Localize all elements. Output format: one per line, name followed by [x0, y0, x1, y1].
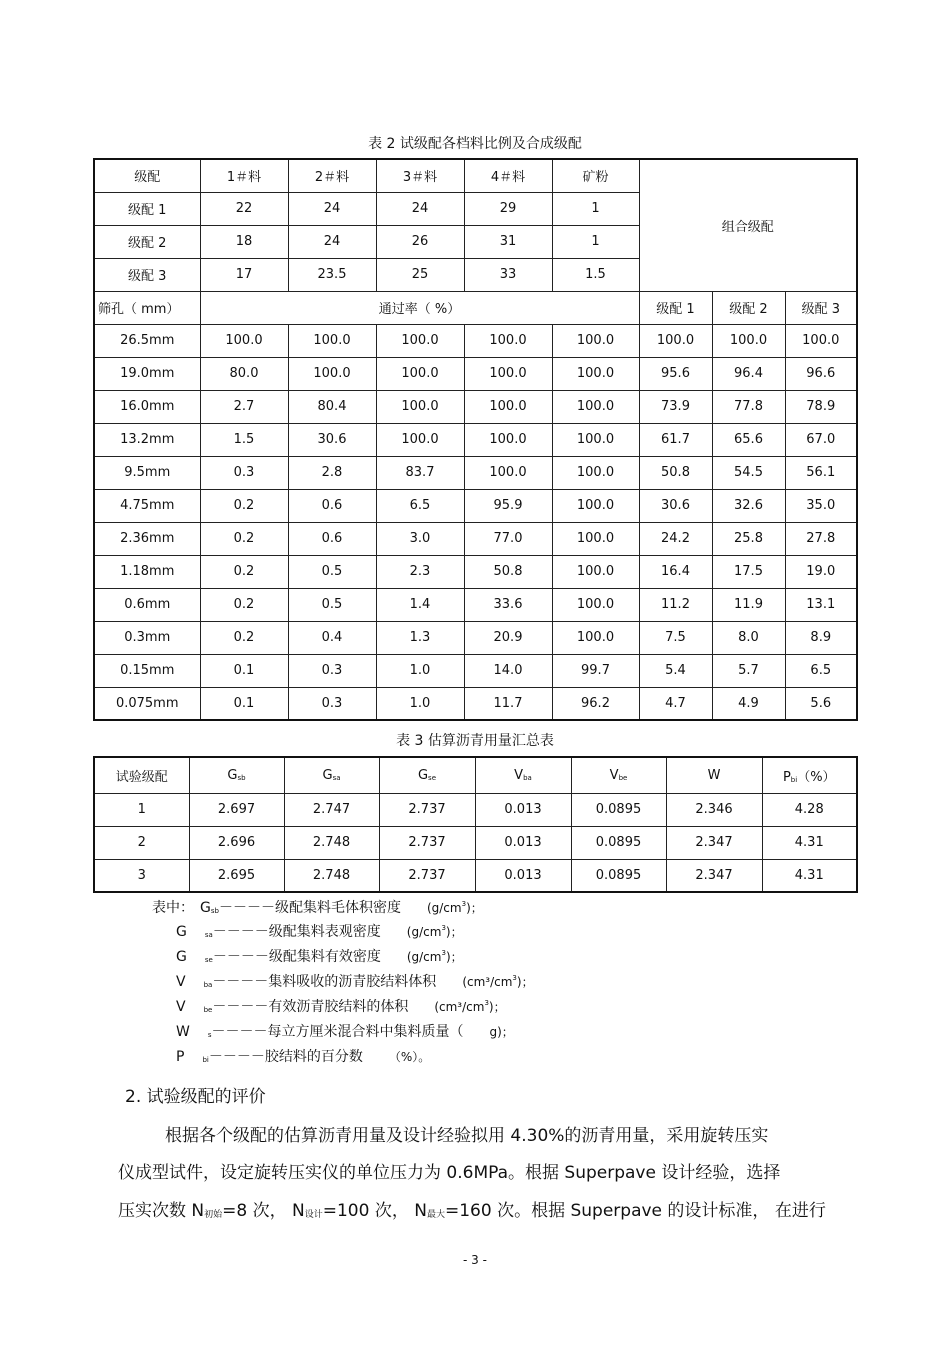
legend-unit: (cm³/cm — [462, 975, 513, 989]
column-header — [284, 757, 379, 793]
table-cell: 2.696 — [189, 826, 284, 859]
table-cell: 11.2 — [639, 588, 712, 621]
table-cell: 2.8 — [288, 456, 376, 489]
header-symbol: 试验级配 — [115, 769, 168, 785]
legend-subscript: be — [203, 1006, 213, 1014]
table-cell: 100.0 — [552, 621, 639, 654]
header-subscript: ba — [523, 773, 532, 782]
table-cell: 13.2mm — [94, 423, 200, 456]
table-cell: 24 — [288, 192, 376, 225]
legend-subscript: bi — [202, 1056, 209, 1064]
para3-part-d: =160 次。根据 Superpave 的设计标准， 在进行 — [444, 1201, 826, 1221]
table-cell: 100.0 — [464, 357, 552, 390]
table-cell: 2.347 — [666, 826, 762, 859]
legend-unit: (g/cm — [426, 901, 462, 915]
table-cell: 100.0 — [464, 456, 552, 489]
legend-end: )； — [466, 901, 483, 915]
legend-superscript: 3 — [484, 999, 489, 1007]
table-cell: 99.7 — [552, 654, 639, 687]
table-cell: 2.747 — [284, 793, 379, 826]
legend-superscript: 3 — [441, 924, 446, 932]
legend-subscript: se — [204, 956, 213, 964]
table-cell: 33 — [464, 258, 552, 291]
legend-unit: （%）。 — [388, 1050, 431, 1064]
header-symbol: V — [514, 767, 524, 783]
table-cell: 0.3 — [288, 687, 376, 720]
table-cell: 100.0 — [552, 456, 639, 489]
table-cell: 8.9 — [785, 621, 857, 654]
table-cell: 2.36mm — [94, 522, 200, 555]
legend-text: －－－－集料吸收的沥青胶结料体积 — [212, 974, 437, 990]
legend-symbol: V — [176, 999, 186, 1015]
legend-end: )； — [445, 925, 463, 939]
column-header: 级配 — [94, 159, 200, 192]
header-symbol: V — [609, 767, 619, 783]
legend-text: －－－－有效沥青胶结料的体积 — [212, 999, 409, 1015]
column-header — [762, 757, 857, 793]
table-cell: 96.2 — [552, 687, 639, 720]
legend-subscript: s — [207, 1031, 212, 1039]
table-cell: 14.0 — [464, 654, 552, 687]
table-cell: 100.0 — [639, 324, 712, 357]
table-cell: 1.4 — [376, 588, 464, 621]
column-header: 1＃料 — [200, 159, 288, 192]
table-row — [94, 654, 857, 687]
table-cell: 25.8 — [712, 522, 785, 555]
table-cell: 0.2 — [200, 621, 288, 654]
table-cell: 25 — [376, 258, 464, 291]
table-cell: 0.2 — [200, 522, 288, 555]
table-cell: 80.0 — [200, 357, 288, 390]
paragraph-line-2: 仪成型试件，设定旋转压实仪的单位压力为 0.6MPa。根据 Superpave 设计经验，选择 — [118, 1163, 781, 1183]
table-cell: 1 — [94, 793, 189, 826]
para3-sub-initial: 初始 — [204, 1210, 223, 1220]
table-cell: 0.5 — [288, 588, 376, 621]
table-cell: 100.0 — [552, 555, 639, 588]
table-cell: 1.5 — [200, 423, 288, 456]
sieve-label: 筛孔（ mm） — [94, 291, 200, 324]
table-cell: 100.0 — [200, 324, 288, 357]
header-symbol: G — [417, 767, 429, 783]
column-header: 3＃料 — [376, 159, 464, 192]
table-cell: 17 — [200, 258, 288, 291]
header-symbol: G — [322, 767, 333, 783]
table-cell: 24 — [288, 225, 376, 258]
table-cell: 100.0 — [552, 423, 639, 456]
column-header: 2＃料 — [288, 159, 376, 192]
table-cell: 100.0 — [464, 390, 552, 423]
table-cell: 96.4 — [712, 357, 785, 390]
table-cell: 4.28 — [762, 793, 857, 826]
table-cell: 32.6 — [712, 489, 785, 522]
header-subscript: bi — [790, 775, 798, 784]
table-cell: 100.0 — [552, 588, 639, 621]
legend-symbol: G — [200, 900, 211, 916]
table-cell: 29 — [464, 192, 552, 225]
table-cell: 96.6 — [785, 357, 857, 390]
table-cell: 100.0 — [376, 390, 464, 423]
legend-item — [176, 946, 463, 966]
column-header — [189, 757, 284, 793]
column-header: 4＃料 — [464, 159, 552, 192]
table-cell: 2.3 — [376, 555, 464, 588]
table-cell: 8.0 — [712, 621, 785, 654]
para3-sub-max: 最大 — [426, 1210, 445, 1220]
table-cell: 77.8 — [712, 390, 785, 423]
table-cell: 61.7 — [639, 423, 712, 456]
table-cell: 22 — [200, 192, 288, 225]
table-cell: 27.8 — [785, 522, 857, 555]
section-heading: 2. 试验级配的评价 — [125, 1087, 266, 1107]
combo-header: 级配 1 — [639, 291, 712, 324]
table-cell: 80.4 — [288, 390, 376, 423]
table-cell: 17.5 — [712, 555, 785, 588]
table-cell: 100.0 — [464, 423, 552, 456]
table-cell: 2.737 — [379, 859, 475, 892]
table-cell: 50.8 — [639, 456, 712, 489]
table-cell: 50.8 — [464, 555, 552, 588]
table-cell: 95.6 — [639, 357, 712, 390]
table-cell: 100.0 — [464, 324, 552, 357]
table-cell: 5.4 — [639, 654, 712, 687]
table-cell: 65.6 — [712, 423, 785, 456]
table-cell: 23.5 — [288, 258, 376, 291]
gradation-table — [93, 158, 858, 721]
table-cell: 100.0 — [288, 357, 376, 390]
table-cell: 100.0 — [785, 324, 857, 357]
table-cell: 3.0 — [376, 522, 464, 555]
header-subscript: sa — [332, 773, 341, 782]
table3-caption: 表 3 估算沥青用量汇总表 — [396, 733, 554, 749]
table-cell: 2.748 — [284, 859, 379, 892]
legend-text: －－－－级配集料表观密度 — [212, 924, 381, 940]
table-cell: 7.5 — [639, 621, 712, 654]
table-row — [94, 456, 857, 489]
legend-symbol: P — [176, 1049, 185, 1065]
legend-subscript: ba — [203, 981, 213, 989]
table-cell: 35.0 — [785, 489, 857, 522]
table-cell: 24 — [376, 192, 464, 225]
table-row — [94, 588, 857, 621]
paragraph-line-1: 根据各个级配的估算沥青用量及设计经验拟用 4.30%的沥青用量，采用旋转压实 — [165, 1126, 769, 1146]
table-row — [94, 357, 857, 390]
table-cell: 1.18mm — [94, 555, 200, 588]
table-cell: 0.5 — [288, 555, 376, 588]
legend-subscript: sb — [210, 907, 219, 915]
table-cell: 4.7 — [639, 687, 712, 720]
table2-caption: 表 2 试级配各档料比例及合成级配 — [368, 136, 582, 152]
table-cell: 33.6 — [464, 588, 552, 621]
table-cell: 0.4 — [288, 621, 376, 654]
header-symbol: P — [782, 769, 791, 785]
table-cell: 2.697 — [189, 793, 284, 826]
table-cell: 0.6 — [288, 489, 376, 522]
legend-symbol: V — [176, 974, 186, 990]
table-cell: 1.5 — [552, 258, 639, 291]
table-cell: 4.9 — [712, 687, 785, 720]
table-cell: 100.0 — [552, 357, 639, 390]
legend-text: －－－－每立方厘米混合料中集料质量（ — [211, 1024, 464, 1040]
table-cell: 1 — [552, 192, 639, 225]
table-cell: 6.5 — [376, 489, 464, 522]
table-cell: 级配 2 — [94, 225, 200, 258]
table-cell: 100.0 — [376, 357, 464, 390]
legend-prefix: 表中： — [152, 900, 194, 916]
table-cell: 0.0895 — [571, 826, 666, 859]
table-cell: 2.347 — [666, 859, 762, 892]
table-cell: 16.4 — [639, 555, 712, 588]
para3-part-c: =100 次， N — [322, 1201, 427, 1221]
table-cell: 0.013 — [475, 826, 571, 859]
table-row — [94, 390, 857, 423]
table-cell: 6.5 — [785, 654, 857, 687]
legend-unit: g)； — [489, 1025, 514, 1039]
legend-text: －－－－级配集料毛体积密度 — [218, 900, 401, 916]
table-row — [94, 826, 857, 859]
table-cell: 100.0 — [552, 489, 639, 522]
table-cell: 2.737 — [379, 826, 475, 859]
legend-text: －－－－级配集料有效密度 — [212, 949, 381, 965]
table-cell: 95.9 — [464, 489, 552, 522]
sieve-header-row — [94, 291, 857, 324]
table-cell: 1.0 — [376, 654, 464, 687]
table-cell: 56.1 — [785, 456, 857, 489]
table-cell: 0.1 — [200, 654, 288, 687]
combo-header: 级配 3 — [785, 291, 857, 324]
table-cell: 2.737 — [379, 793, 475, 826]
table-cell: 100.0 — [376, 324, 464, 357]
table-cell: 0.013 — [475, 859, 571, 892]
legend-symbol: G — [176, 949, 187, 965]
table-cell: 26.5mm — [94, 324, 200, 357]
legend-item — [176, 1046, 430, 1066]
header-row — [94, 159, 857, 192]
column-header — [571, 757, 666, 793]
table-cell: 1.0 — [376, 687, 464, 720]
table-row — [94, 555, 857, 588]
table-cell: 级配 1 — [94, 192, 200, 225]
table-cell: 0.3 — [200, 456, 288, 489]
para3-part-a: 压实次数 N — [118, 1201, 205, 1221]
legend-superscript: 3 — [441, 949, 446, 957]
legend-symbol: W — [176, 1024, 190, 1040]
table-cell: 31 — [464, 225, 552, 258]
table-cell: 9.5mm — [94, 456, 200, 489]
legend-unit: (cm³/cm — [434, 1000, 485, 1014]
column-header — [94, 757, 189, 793]
column-header: 矿粉 — [552, 159, 639, 192]
table-row — [94, 687, 857, 720]
table-cell: 2.7 — [200, 390, 288, 423]
header-subscript: se — [428, 773, 437, 782]
table-cell: 0.2 — [200, 555, 288, 588]
table-cell: 0.3 — [288, 654, 376, 687]
table-cell: 1 — [552, 225, 639, 258]
table-cell: 0.2 — [200, 489, 288, 522]
table-cell: 2.748 — [284, 826, 379, 859]
table-cell: 26 — [376, 225, 464, 258]
legend-unit: (g/cm — [406, 925, 442, 939]
paragraph-line-3 — [118, 1196, 830, 1221]
legend-end: )； — [488, 1000, 506, 1014]
legend-text: －－－－胶结料的百分数 — [208, 1049, 363, 1065]
table-cell: 67.0 — [785, 423, 857, 456]
table-row — [94, 489, 857, 522]
table-cell: 0.3mm — [94, 621, 200, 654]
legend-item — [176, 921, 463, 941]
table-cell: 级配 3 — [94, 258, 200, 291]
header-row — [94, 757, 857, 793]
table-cell: 0.6mm — [94, 588, 200, 621]
table-cell: 19.0 — [785, 555, 857, 588]
column-header — [666, 757, 762, 793]
combined-gradation-header: 组合级配 — [639, 159, 857, 291]
combo-header: 级配 2 — [712, 291, 785, 324]
table-cell: 0.0895 — [571, 793, 666, 826]
table-cell: 3 — [94, 859, 189, 892]
legend-item — [200, 897, 483, 917]
table-cell: 54.5 — [712, 456, 785, 489]
table-cell: 13.1 — [785, 588, 857, 621]
page-number: - 3 - — [463, 1253, 487, 1267]
table-cell: 20.9 — [464, 621, 552, 654]
legend-unit: (g/cm — [406, 950, 442, 964]
table-cell: 78.9 — [785, 390, 857, 423]
table-cell: 100.0 — [552, 324, 639, 357]
header-symbol: G — [227, 767, 238, 783]
legend-end: )； — [516, 975, 534, 989]
table-cell: 18 — [200, 225, 288, 258]
para3-part-b: =8 次， N — [222, 1201, 305, 1221]
header-subscript: sb — [237, 773, 246, 782]
column-header — [475, 757, 571, 793]
table-row — [94, 324, 857, 357]
table-row — [94, 859, 857, 892]
table-cell: 100.0 — [552, 390, 639, 423]
table-cell: 4.31 — [762, 859, 857, 892]
table-cell: 100.0 — [288, 324, 376, 357]
header-symbol: W — [707, 767, 721, 783]
table-cell: 100.0 — [712, 324, 785, 357]
table-cell: 4.75mm — [94, 489, 200, 522]
table-cell: 5.7 — [712, 654, 785, 687]
table-cell: 83.7 — [376, 456, 464, 489]
header-subscript: be — [618, 773, 628, 782]
table-cell: 0.15mm — [94, 654, 200, 687]
table-cell: 0.6 — [288, 522, 376, 555]
legend-superscript: 3 — [512, 974, 517, 982]
column-header — [379, 757, 475, 793]
table-cell: 0.0895 — [571, 859, 666, 892]
legend-subscript: sa — [204, 931, 213, 939]
table-cell: 4.31 — [762, 826, 857, 859]
asphalt-estimate-table — [93, 756, 858, 893]
table-row — [94, 621, 857, 654]
table-row — [94, 423, 857, 456]
table-cell: 0.013 — [475, 793, 571, 826]
table-cell: 16.0mm — [94, 390, 200, 423]
table-cell: 11.7 — [464, 687, 552, 720]
table-cell: 11.9 — [712, 588, 785, 621]
table-cell: 77.0 — [464, 522, 552, 555]
table-cell: 2.346 — [666, 793, 762, 826]
legend-superscript: 3 — [461, 900, 467, 908]
table-cell: 24.2 — [639, 522, 712, 555]
table-cell: 2.695 — [189, 859, 284, 892]
legend-end: )； — [445, 950, 463, 964]
table-cell: 73.9 — [639, 390, 712, 423]
table-cell: 5.6 — [785, 687, 857, 720]
passing-rate-label: 通过率（ %） — [200, 291, 639, 324]
table-cell: 1.3 — [376, 621, 464, 654]
header-suffix: （%） — [797, 769, 836, 785]
legend-symbol: G — [176, 924, 187, 940]
table-cell: 30.6 — [639, 489, 712, 522]
table-cell: 100.0 — [376, 423, 464, 456]
legend-item — [176, 1021, 514, 1041]
table-cell: 2 — [94, 826, 189, 859]
para3-sub-design: 设计 — [304, 1210, 323, 1220]
table-cell: 0.2 — [200, 588, 288, 621]
table-cell: 0.1 — [200, 687, 288, 720]
table-cell: 30.6 — [288, 423, 376, 456]
legend-item — [176, 971, 534, 991]
table-cell: 100.0 — [552, 522, 639, 555]
legend-item — [176, 996, 506, 1016]
table-row — [94, 522, 857, 555]
table-cell: 19.0mm — [94, 357, 200, 390]
table-cell: 0.075mm — [94, 687, 200, 720]
table-row — [94, 793, 857, 826]
